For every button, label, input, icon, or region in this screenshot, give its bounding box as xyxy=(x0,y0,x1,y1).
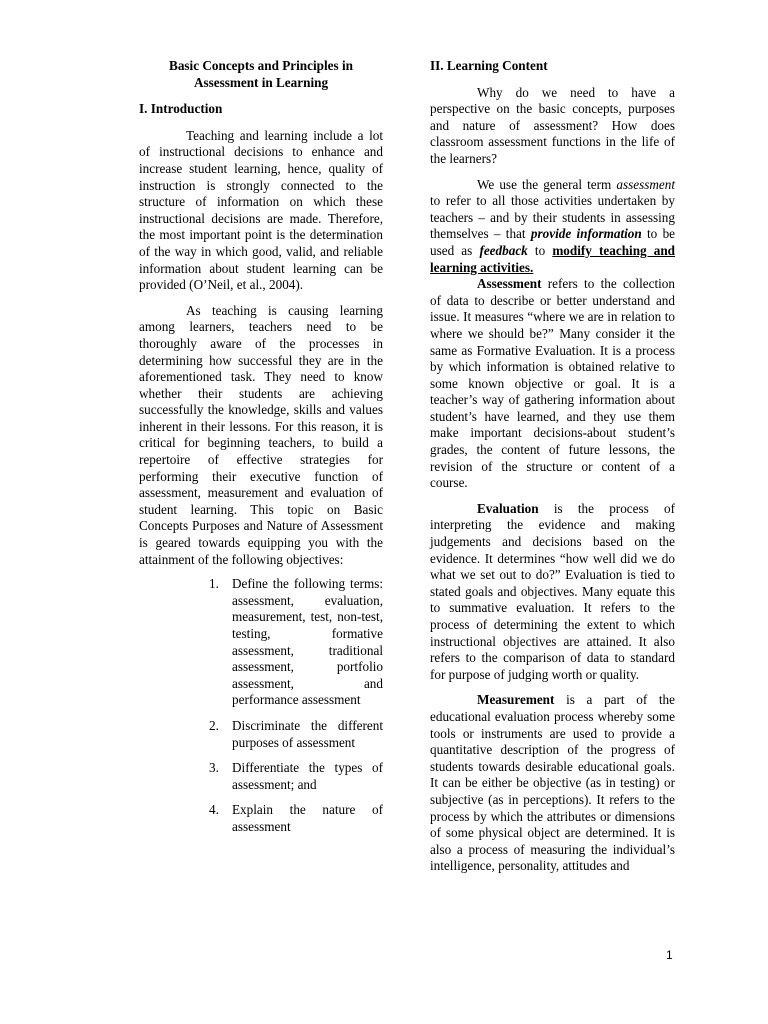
introduction-heading: I. Introduction xyxy=(139,101,223,117)
page-number: 1 xyxy=(666,948,673,962)
text-run: to be used as xyxy=(430,226,676,258)
objective-number: 2. xyxy=(209,717,219,733)
left-column xyxy=(139,58,383,845)
assessment-term: Assessment xyxy=(477,276,542,292)
objective-item xyxy=(209,718,383,751)
measurement-text: is a part of the educational evaluation process whereby some tools or instruments are used to provide a quantitative description of the progress of students towards desirable educational goals. It can be either be objective (as in testing) or subjective (as in perceptions). It refers to the process by which the attributes or dimensions of some physical object are determined. It is also a process of measuring the individual’s intelligence, personality, attitudes and xyxy=(430,692,676,874)
text-run: to xyxy=(534,242,546,258)
text-run: We use the general term xyxy=(477,176,612,192)
modify-teaching-emphasis: modify teaching and learning activities. xyxy=(430,242,676,275)
text-run: to refer to all those activities undertaken by teachers – and by their students in assessing themselves – that xyxy=(430,193,675,242)
evaluation-definition xyxy=(430,501,675,684)
evaluation-term: Evaluation xyxy=(477,500,539,516)
objective-item xyxy=(209,576,383,709)
document-title: Basic Concepts and Principles in Assessment in Learning xyxy=(169,58,353,90)
introduction-paragraph-1: Teaching and learning include a lot of instructional decisions to enhance and increase student learning, hence, quality of instruction is strongly connected to the structure of information on which these instructional decisions are made. Therefore, the most important point is the determination of the way in which good, valid, and reliable information about student learning can be provided (O’Neil, et al., 2004). xyxy=(139,127,383,293)
measurement-definition xyxy=(430,692,675,875)
assessment-definition xyxy=(430,276,675,492)
objective-number: 4. xyxy=(209,802,219,818)
objective-item xyxy=(209,760,383,793)
objective-text: Discriminate the different purposes of assessment xyxy=(232,717,383,750)
evaluation-text: is the process of interpreting the evidence and making judgements and decisions based on the evidence. It determines “how well did we do what we set out to do?” Evaluation is tied to stated goals and objectives. Many equate this to summative evaluation. It refers to the process of determining the extent to which instructional objectives are attained. It also refers to the comparison of data to standard for purpose of judging worth or quality. xyxy=(430,500,675,682)
introduction-paragraph-2: As teaching is causing learning among learners, teachers need to be thoroughly aware of the processes in determining how successful they are in the aforementioned task. They need to know whether their students are achieving successfully the knowledge, skills and values inherent in their lessons. For this reason, it is critical for beginning teachers, to build a repertoire of effective strategies for performing their executive function of assessment, measurement and evaluation of student learning. This topic on Basic Concepts Purposes and Nature of Assessment is geared towards equipping you with the attainment of the following objectives: xyxy=(139,302,383,567)
right-column xyxy=(430,58,675,884)
objective-number: 3. xyxy=(209,760,219,776)
objectives-list xyxy=(139,576,383,835)
objective-text: Explain the nature of assessment xyxy=(232,802,383,834)
learning-content-paragraph-2 xyxy=(430,177,675,277)
learning-content-heading: II. Learning Content xyxy=(430,58,548,73)
learning-content-paragraph-1: Why do we need to have a perspective on the basic concepts, purposes and nature of assessment? How does classroom assessment functions in the life of the learners? xyxy=(430,84,675,166)
objective-text: Define the following terms: assessment, evaluation, measurement, test, non-test, testing, formative assessment, traditional assessment, portfolio assessment, and performance assessment xyxy=(232,576,383,708)
assessment-term-italic: assessment xyxy=(616,176,675,192)
objective-text: Differentiate the types of assessment; and xyxy=(232,760,383,792)
feedback-emphasis: feedback xyxy=(479,242,528,258)
objective-number: 1. xyxy=(209,576,219,592)
measurement-term: Measurement xyxy=(477,692,555,708)
provide-information-emphasis: provide information xyxy=(530,226,642,242)
assessment-text: refers to the collection of data to describe or better understand and issue. It measures “where we are in relation to where we should be?” Many consider it the same as Formative Evaluation. It is a process by which information is obtained relative to some known objective or goal. It is a teacher’s way of gathering information about student’s have learned, and they use them make important decisions-about student’s grades, the content of future lessons, the revision of the structure or content of a course. xyxy=(430,276,675,491)
objective-item xyxy=(209,802,383,835)
